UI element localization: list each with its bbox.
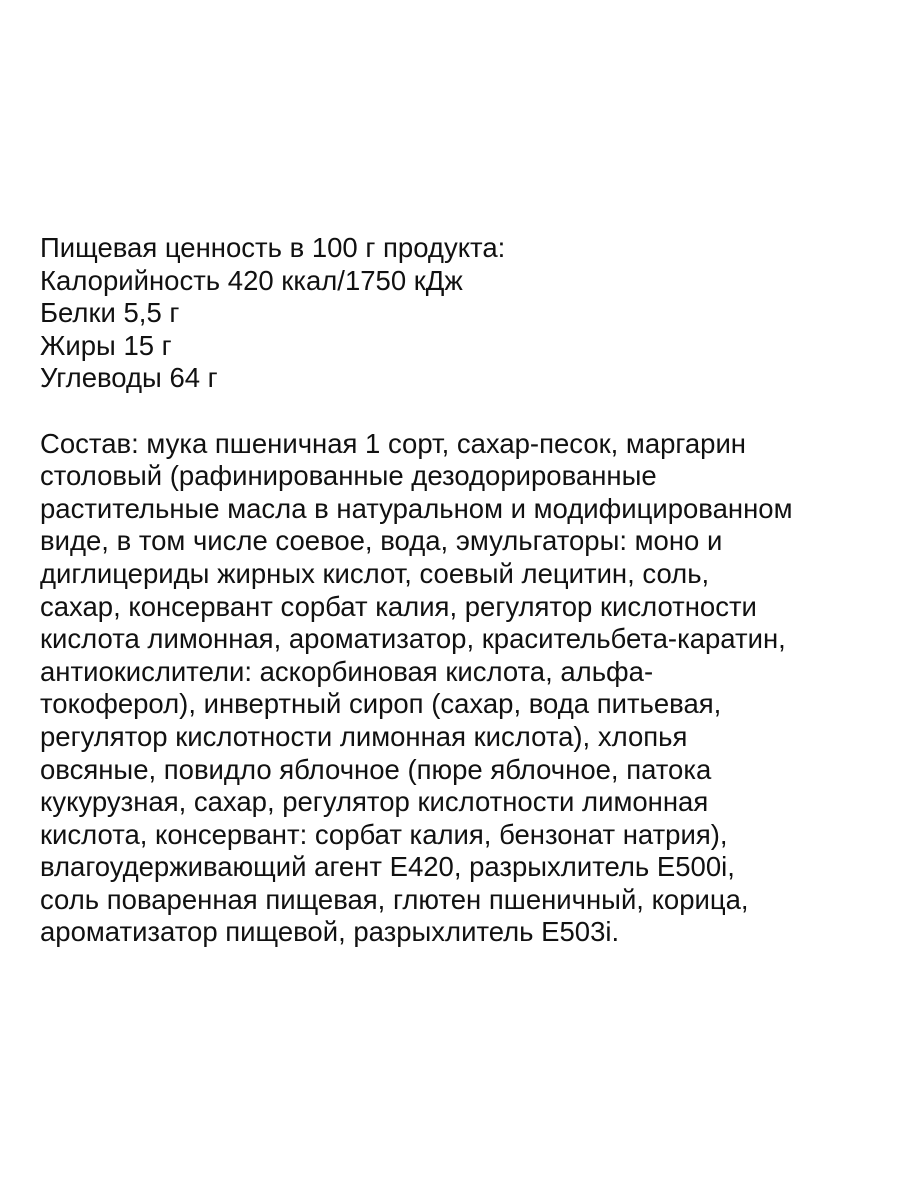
composition-line: столовый (рафинированные дезодорированные <box>40 460 657 492</box>
composition-line: кислота лимонная, ароматизатор, красительбета-каратин, <box>40 623 786 655</box>
composition-line: кукурузная, сахар, регулятор кислотности лимонная <box>40 786 709 818</box>
calories-line: Калорийность 420 ккал/1750 кДж <box>40 264 463 296</box>
composition-line: сахар, консервант сорбат калия, регулятор кислотности <box>40 590 757 622</box>
composition-line: токоферол), инвертный сироп (сахар, вода питьевая, <box>40 688 722 720</box>
composition-line: овсяные, повидло яблочное (пюре яблочное, патока <box>40 753 712 785</box>
section-spacer <box>40 395 880 428</box>
carbs-line: Углеводы 64 г <box>40 362 218 394</box>
protein-line: Белки 5,5 г <box>40 297 180 329</box>
composition-line: соль поваренная пищевая, глютен пшеничный, корица, <box>40 883 749 915</box>
fat-line: Жиры 15 г <box>40 329 172 361</box>
composition-line: регулятор кислотности лимонная кислота), хлопья <box>40 720 688 752</box>
composition-line: виде, в том числе соевое, вода, эмульгаторы: моно и <box>40 525 723 557</box>
product-info-text <box>40 232 880 949</box>
composition-line: растительные масла в натуральном и модифицированном <box>40 492 793 524</box>
composition-line: диглицериды жирных кислот, соевый лецитин, соль, <box>40 557 710 589</box>
nutrition-heading: Пищевая ценность в 100 г продукта: <box>40 232 506 263</box>
nutrition-section <box>40 232 880 395</box>
composition-line: влагоудерживающий агент Е420, разрыхлитель Е500i, <box>40 851 735 883</box>
composition-line: антиокислители: аскорбиновая кислота, альфа- <box>40 655 654 687</box>
composition-line: Состав: мука пшеничная 1 сорт, сахар-песок, маргарин <box>40 427 746 459</box>
composition-line: ароматизатор пищевой, разрыхлитель Е503i. <box>40 916 620 948</box>
composition-section <box>40 428 880 950</box>
composition-line: кислота, консервант: сорбат калия, бензонат натрия), <box>40 818 728 850</box>
